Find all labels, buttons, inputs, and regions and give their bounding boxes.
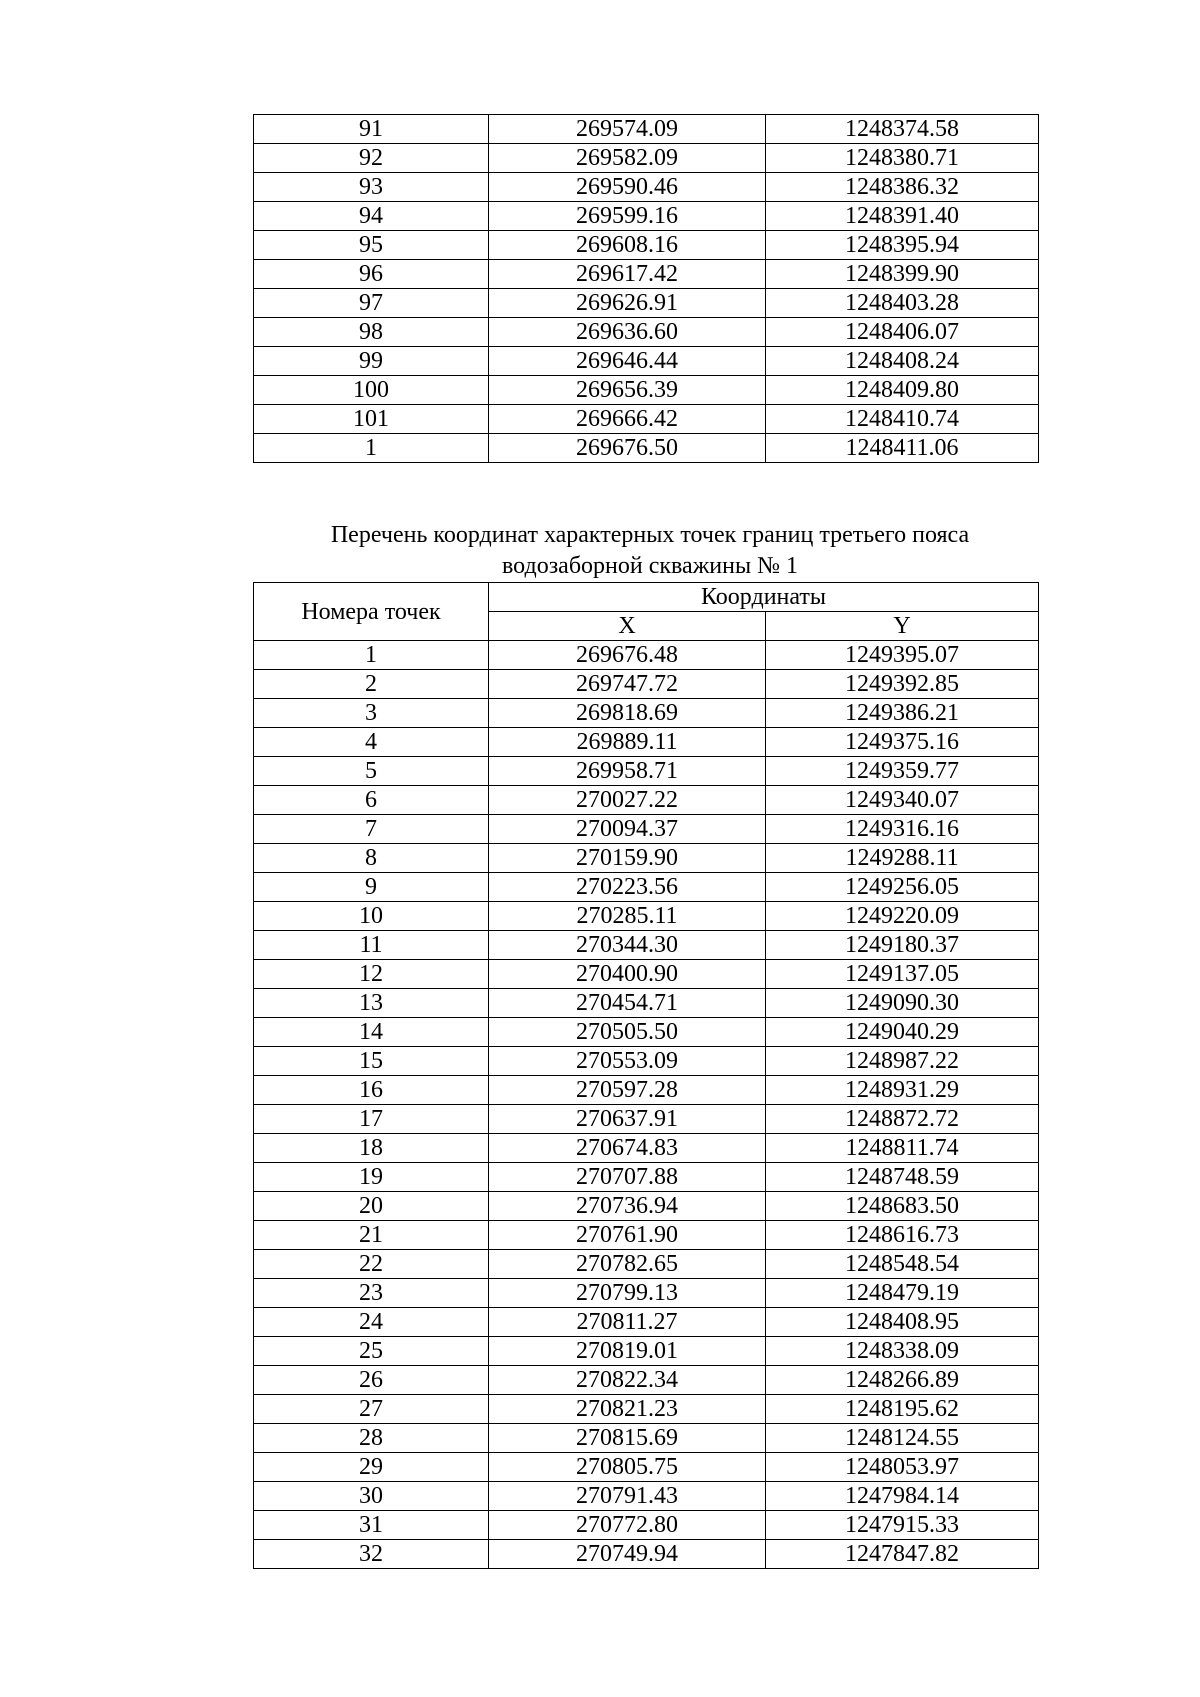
table-row [254, 960, 1039, 989]
table-row [254, 1540, 1039, 1569]
point-number-cell: 32 [254, 1540, 489, 1569]
y-coordinate-cell: 1248338.09 [766, 1337, 1039, 1366]
x-coordinate-cell: 269646.44 [489, 347, 766, 376]
table-row [254, 1395, 1039, 1424]
point-number-cell: 16 [254, 1076, 489, 1105]
table-row [254, 289, 1039, 318]
table-row [254, 1453, 1039, 1482]
zone3-coordinates-table [253, 582, 1039, 1569]
point-number-cell: 11 [254, 931, 489, 960]
point-number-cell: 3 [254, 699, 489, 728]
point-number-cell: 95 [254, 231, 489, 260]
point-number-cell: 22 [254, 1250, 489, 1279]
x-coordinate-cell: 269656.39 [489, 376, 766, 405]
point-number-cell: 4 [254, 728, 489, 757]
point-number-cell: 6 [254, 786, 489, 815]
table-row [254, 144, 1039, 173]
point-number-cell: 29 [254, 1453, 489, 1482]
table-row [254, 873, 1039, 902]
point-number-cell: 91 [254, 115, 489, 144]
x-coordinate-cell: 270027.22 [489, 786, 766, 815]
y-coordinate-cell: 1248391.40 [766, 202, 1039, 231]
y-coordinate-cell: 1249040.29 [766, 1018, 1039, 1047]
y-coordinate-cell: 1248399.90 [766, 260, 1039, 289]
point-number-cell: 28 [254, 1424, 489, 1453]
y-coordinate-cell: 1248053.97 [766, 1453, 1039, 1482]
point-number-cell: 14 [254, 1018, 489, 1047]
table-row [254, 699, 1039, 728]
x-coordinate-cell: 269666.42 [489, 405, 766, 434]
header-y: Y [766, 612, 1039, 641]
x-coordinate-cell: 270223.56 [489, 873, 766, 902]
x-coordinate-cell: 269608.16 [489, 231, 766, 260]
table-row [254, 1482, 1039, 1511]
x-coordinate-cell: 270505.50 [489, 1018, 766, 1047]
continuation-table-body [254, 115, 1039, 463]
header-coordinates: Координаты [489, 583, 1039, 612]
x-coordinate-cell: 269818.69 [489, 699, 766, 728]
y-coordinate-cell: 1249395.07 [766, 641, 1039, 670]
header-row [254, 583, 1039, 612]
x-coordinate-cell: 270791.43 [489, 1482, 766, 1511]
table-row [254, 260, 1039, 289]
header-points: Номера точек [254, 583, 489, 641]
point-number-cell: 17 [254, 1105, 489, 1134]
y-coordinate-cell: 1248872.72 [766, 1105, 1039, 1134]
table-row [254, 931, 1039, 960]
header-x: X [489, 612, 766, 641]
point-number-cell: 1 [254, 641, 489, 670]
x-coordinate-cell: 270674.83 [489, 1134, 766, 1163]
x-coordinate-cell: 270454.71 [489, 989, 766, 1018]
x-coordinate-cell: 270344.30 [489, 931, 766, 960]
y-coordinate-cell: 1249340.07 [766, 786, 1039, 815]
x-coordinate-cell: 270799.13 [489, 1279, 766, 1308]
table-row [254, 1076, 1039, 1105]
y-coordinate-cell: 1248683.50 [766, 1192, 1039, 1221]
table-row [254, 1018, 1039, 1047]
point-number-cell: 98 [254, 318, 489, 347]
point-number-cell: 2 [254, 670, 489, 699]
point-number-cell: 30 [254, 1482, 489, 1511]
y-coordinate-cell: 1248931.29 [766, 1076, 1039, 1105]
table-row [254, 1105, 1039, 1134]
table-row [254, 173, 1039, 202]
y-coordinate-cell: 1249137.05 [766, 960, 1039, 989]
x-coordinate-cell: 269582.09 [489, 144, 766, 173]
table-row [254, 1424, 1039, 1453]
table-row [254, 1163, 1039, 1192]
point-number-cell: 96 [254, 260, 489, 289]
point-number-cell: 9 [254, 873, 489, 902]
x-coordinate-cell: 270772.80 [489, 1511, 766, 1540]
y-coordinate-cell: 1248386.32 [766, 173, 1039, 202]
table-row [254, 670, 1039, 699]
y-coordinate-cell: 1248410.74 [766, 405, 1039, 434]
table-row [254, 1279, 1039, 1308]
point-number-cell: 99 [254, 347, 489, 376]
point-number-cell: 20 [254, 1192, 489, 1221]
point-number-cell: 19 [254, 1163, 489, 1192]
y-coordinate-cell: 1248395.94 [766, 231, 1039, 260]
point-number-cell: 7 [254, 815, 489, 844]
x-coordinate-cell: 270637.91 [489, 1105, 766, 1134]
point-number-cell: 101 [254, 405, 489, 434]
x-coordinate-cell: 270821.23 [489, 1395, 766, 1424]
table-row [254, 1221, 1039, 1250]
y-coordinate-cell: 1248479.19 [766, 1279, 1039, 1308]
x-coordinate-cell: 270822.34 [489, 1366, 766, 1395]
point-number-cell: 5 [254, 757, 489, 786]
point-number-cell: 94 [254, 202, 489, 231]
x-coordinate-cell: 269676.48 [489, 641, 766, 670]
point-number-cell: 97 [254, 289, 489, 318]
y-coordinate-cell: 1248811.74 [766, 1134, 1039, 1163]
y-coordinate-cell: 1248406.07 [766, 318, 1039, 347]
y-coordinate-cell: 1249359.77 [766, 757, 1039, 786]
point-number-cell: 15 [254, 1047, 489, 1076]
table-row [254, 989, 1039, 1018]
table-row [254, 1511, 1039, 1540]
y-coordinate-cell: 1248408.95 [766, 1308, 1039, 1337]
x-coordinate-cell: 270811.27 [489, 1308, 766, 1337]
point-number-cell: 26 [254, 1366, 489, 1395]
y-coordinate-cell: 1248195.62 [766, 1395, 1039, 1424]
point-number-cell: 92 [254, 144, 489, 173]
point-number-cell: 1 [254, 434, 489, 463]
x-coordinate-cell: 270819.01 [489, 1337, 766, 1366]
x-coordinate-cell: 270707.88 [489, 1163, 766, 1192]
y-coordinate-cell: 1249220.09 [766, 902, 1039, 931]
y-coordinate-cell: 1249386.21 [766, 699, 1039, 728]
point-number-cell: 23 [254, 1279, 489, 1308]
y-coordinate-cell: 1248403.28 [766, 289, 1039, 318]
point-number-cell: 100 [254, 376, 489, 405]
x-coordinate-cell: 270597.28 [489, 1076, 766, 1105]
table-row [254, 115, 1039, 144]
table-row [254, 318, 1039, 347]
x-coordinate-cell: 269617.42 [489, 260, 766, 289]
x-coordinate-cell: 269747.72 [489, 670, 766, 699]
x-coordinate-cell: 270805.75 [489, 1453, 766, 1482]
section-title-line-1: Перечень координат характерных точек границ третьего пояса [330, 522, 970, 548]
table-row [254, 202, 1039, 231]
y-coordinate-cell: 1248748.59 [766, 1163, 1039, 1192]
table-row [254, 641, 1039, 670]
table-row [254, 728, 1039, 757]
y-coordinate-cell: 1249288.11 [766, 844, 1039, 873]
x-coordinate-cell: 270736.94 [489, 1192, 766, 1221]
point-number-cell: 10 [254, 902, 489, 931]
point-number-cell: 93 [254, 173, 489, 202]
x-coordinate-cell: 270749.94 [489, 1540, 766, 1569]
x-coordinate-cell: 269599.16 [489, 202, 766, 231]
section-title-line-2: водозаборной скважины № 1 [502, 553, 798, 579]
y-coordinate-cell: 1248124.55 [766, 1424, 1039, 1453]
table-row [254, 1366, 1039, 1395]
point-number-cell: 31 [254, 1511, 489, 1540]
y-coordinate-cell: 1248409.80 [766, 376, 1039, 405]
table-row [254, 844, 1039, 873]
table-row [254, 1047, 1039, 1076]
y-coordinate-cell: 1248411.06 [766, 434, 1039, 463]
x-coordinate-cell: 269958.71 [489, 757, 766, 786]
x-coordinate-cell: 270094.37 [489, 815, 766, 844]
table-row [254, 815, 1039, 844]
y-coordinate-cell: 1248266.89 [766, 1366, 1039, 1395]
point-number-cell: 21 [254, 1221, 489, 1250]
y-coordinate-cell: 1248374.58 [766, 115, 1039, 144]
point-number-cell: 8 [254, 844, 489, 873]
x-coordinate-cell: 270815.69 [489, 1424, 766, 1453]
y-coordinate-cell: 1247847.82 [766, 1540, 1039, 1569]
point-number-cell: 18 [254, 1134, 489, 1163]
y-coordinate-cell: 1249316.16 [766, 815, 1039, 844]
x-coordinate-cell: 270159.90 [489, 844, 766, 873]
table-row [254, 347, 1039, 376]
table-row [254, 1192, 1039, 1221]
table-row [254, 405, 1039, 434]
table-row [254, 1308, 1039, 1337]
zone3-table-header [254, 583, 1039, 641]
table-row [254, 786, 1039, 815]
x-coordinate-cell: 270553.09 [489, 1047, 766, 1076]
point-number-cell: 12 [254, 960, 489, 989]
table-row [254, 1337, 1039, 1366]
y-coordinate-cell: 1247915.33 [766, 1511, 1039, 1540]
y-coordinate-cell: 1248616.73 [766, 1221, 1039, 1250]
x-coordinate-cell: 269889.11 [489, 728, 766, 757]
x-coordinate-cell: 269676.50 [489, 434, 766, 463]
y-coordinate-cell: 1248987.22 [766, 1047, 1039, 1076]
y-coordinate-cell: 1249090.30 [766, 989, 1039, 1018]
y-coordinate-cell: 1249392.85 [766, 670, 1039, 699]
x-coordinate-cell: 270285.11 [489, 902, 766, 931]
x-coordinate-cell: 270782.65 [489, 1250, 766, 1279]
x-coordinate-cell: 269574.09 [489, 115, 766, 144]
point-number-cell: 25 [254, 1337, 489, 1366]
table-row [254, 757, 1039, 786]
y-coordinate-cell: 1249180.37 [766, 931, 1039, 960]
table-row [254, 902, 1039, 931]
table-row [254, 1250, 1039, 1279]
y-coordinate-cell: 1249375.16 [766, 728, 1039, 757]
table-row [254, 231, 1039, 260]
table-row [254, 434, 1039, 463]
point-number-cell: 27 [254, 1395, 489, 1424]
y-coordinate-cell: 1248548.54 [766, 1250, 1039, 1279]
y-coordinate-cell: 1248408.24 [766, 347, 1039, 376]
table-row [254, 1134, 1039, 1163]
x-coordinate-cell: 269590.46 [489, 173, 766, 202]
point-number-cell: 24 [254, 1308, 489, 1337]
x-coordinate-cell: 269636.60 [489, 318, 766, 347]
x-coordinate-cell: 270400.90 [489, 960, 766, 989]
section-title [200, 520, 1100, 582]
zone3-table-body [254, 641, 1039, 1569]
point-number-cell: 13 [254, 989, 489, 1018]
continuation-coordinates-table [253, 114, 1039, 463]
table-row [254, 376, 1039, 405]
x-coordinate-cell: 270761.90 [489, 1221, 766, 1250]
x-coordinate-cell: 269626.91 [489, 289, 766, 318]
y-coordinate-cell: 1249256.05 [766, 873, 1039, 902]
y-coordinate-cell: 1248380.71 [766, 144, 1039, 173]
y-coordinate-cell: 1247984.14 [766, 1482, 1039, 1511]
